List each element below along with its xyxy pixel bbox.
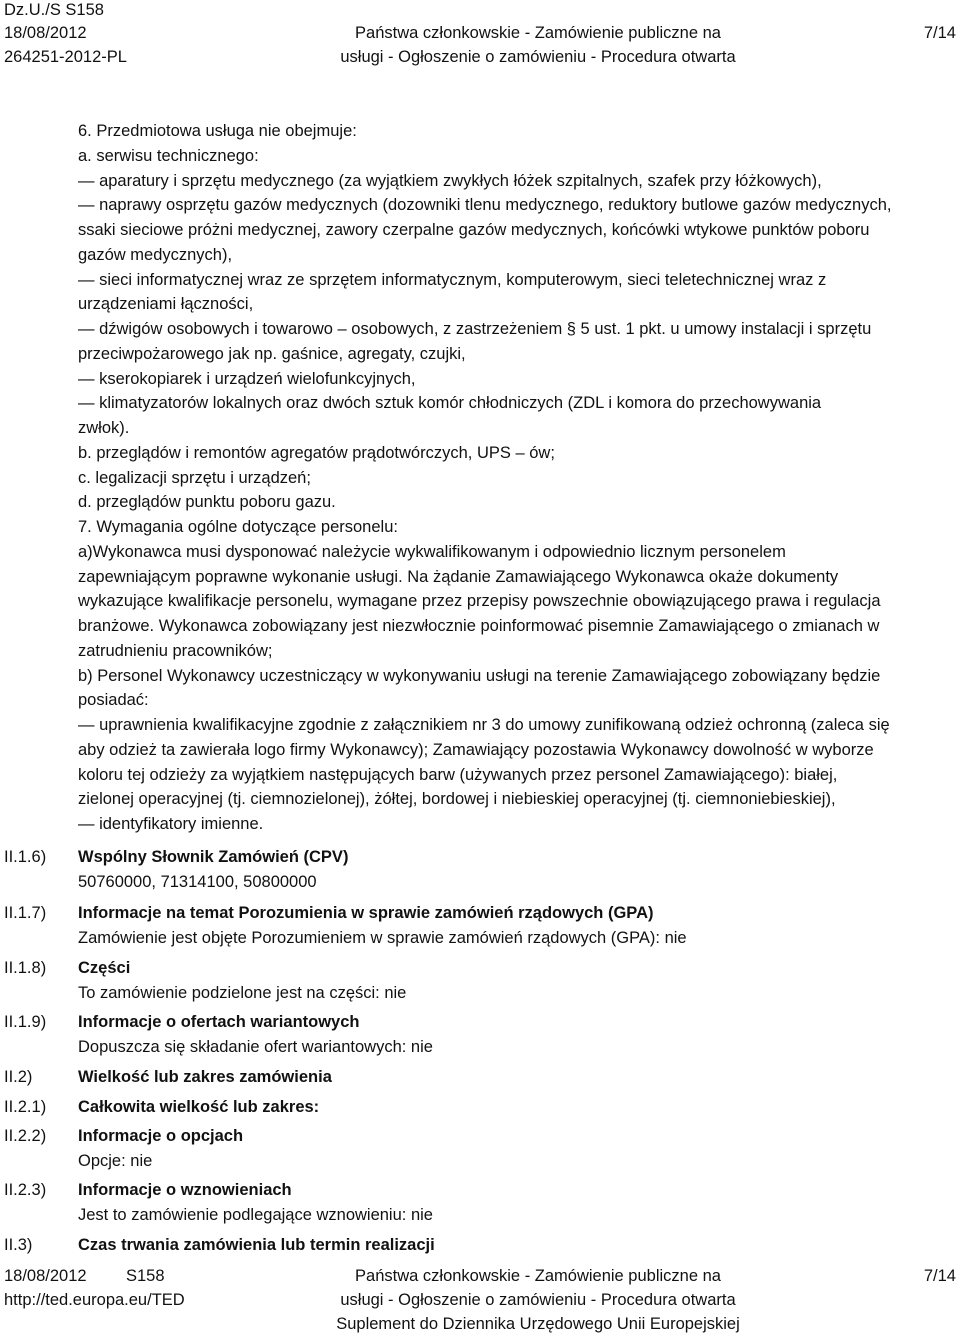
journal-ref: Dz.U./S S158 <box>4 1 104 19</box>
header-title-line1: Państwa członkowskie - Zamówienie publiczne na <box>355 24 721 42</box>
section-title: Informacje o ofertach wariantowych <box>78 1013 360 1031</box>
section-block <box>78 1065 956 1090</box>
notice-id: 264251-2012-PL <box>4 48 127 66</box>
body-line: 6. Przedmiotowa usługa nie obejmuje: <box>78 122 357 140</box>
body-line: — sieci informatycznej wraz ze sprzętem informatycznym, komputerowym, sieci teletechnicznej wraz z <box>78 270 827 289</box>
section-block <box>78 1124 956 1174</box>
body-line: — dźwigów osobowych i towarowo – osobowych, z zastrzeżeniem § 5 ust. 1 pkt. u umowy instalacji i sprzętu <box>78 320 872 338</box>
body-line: 7. Wymagania ogólne dotyczące personelu: <box>78 518 398 536</box>
section-title: Wielkość lub zakres zamówienia <box>78 1068 332 1086</box>
footer-date: 18/08/2012 <box>4 1267 87 1285</box>
body-line: — naprawy osprzętu gazów medycznych (dozowniki tlenu medycznego, reduktory butlowe gazów medycznych, <box>78 196 892 215</box>
body-line: ssaki sieciowe próżni medycznej, zawory czerpalne gazów medycznych, końcówki wtykowe punktów poboru <box>78 221 870 239</box>
section-code: II.2) <box>4 1068 33 1086</box>
section-code: II.1.8) <box>4 959 47 977</box>
footer-title-line3: Suplement do Dziennika Urzędowego Unii Europejskiej <box>336 1315 740 1333</box>
section-text: Opcje: nie <box>78 1151 153 1170</box>
body-line: — aparatury i sprzętu medycznego (za wyjątkiem zwykłych łóżek szpitalnych, szafek przy łóżkowych), <box>78 171 822 190</box>
body-line: d. przeglądów punktu poboru gazu. <box>78 493 336 512</box>
body-line: b) Personel Wykonawcy uczestniczący w wykonywaniu usługi na terenie Zamawiającego zobowiązany będzie <box>78 666 881 685</box>
section-text: To zamówienie podzielone jest na części: nie <box>78 983 407 1002</box>
section-code: II.3) <box>4 1236 33 1254</box>
body-line: a. serwisu technicznego: <box>78 146 259 165</box>
body-line: zielonej operacyjnej (tj. ciemnozielonej), żółtej, bordowej i niebieskiej operacyjnej (tj. ciemnoniebieskiej), <box>78 790 836 809</box>
header-page-number: 7/14 <box>923 24 956 42</box>
section-title: Czas trwania zamówienia lub termin realizacji <box>78 1236 435 1254</box>
section-block <box>78 1095 956 1120</box>
body-line: — kserokopiarek i urządzeń wielofunkcyjnych, <box>78 369 416 388</box>
section-block <box>78 901 956 951</box>
body-line: aby odzież ta zawierała logo firmy Wykonawcy); Zamawiający pozostawia Wykonawcy dowolność w wyborze <box>78 740 874 759</box>
section-code: II.2.1) <box>4 1098 47 1116</box>
section-text: Zamówienie jest objęte Porozumieniem w sprawie zamówień rządowych (GPA): nie <box>78 928 687 947</box>
body-line: zatrudnieniu pracowników; <box>78 641 273 660</box>
section-title: Wspólny Słownik Zamówień (CPV) <box>78 848 349 866</box>
body-line: c. legalizacji sprzętu i urządzeń; <box>78 468 311 487</box>
body-line: — identyfikatory imienne. <box>78 815 264 833</box>
footer-title-line1: Państwa członkowskie - Zamówienie publiczne na <box>355 1267 721 1285</box>
body-line: urządzeniami łączności, <box>78 295 254 314</box>
footer-page-number: 7/14 <box>923 1267 956 1285</box>
header-date: 18/08/2012 <box>4 24 87 42</box>
body-line: — uprawnienia kwalifikacyjne zgodnie z załącznikiem nr 3 do umowy zunifikowaną odzież ochronną (zaleca się <box>78 716 890 734</box>
section-text: 50760000, 71314100, 50800000 <box>78 872 317 891</box>
body-line: gazów medycznych), <box>78 245 233 264</box>
section-title: Informacje na temat Porozumienia w sprawie zamówień rządowych (GPA) <box>78 904 654 922</box>
section-text: Dopuszcza się składanie ofert wariantowych: nie <box>78 1037 433 1056</box>
body-line: posiadać: <box>78 691 149 710</box>
section-code: II.1.7) <box>4 904 47 922</box>
section-block <box>78 1010 956 1060</box>
body-line: przeciwpożarowego jak np. gaśnice, agregaty, czujki, <box>78 344 466 363</box>
section-block <box>78 845 956 895</box>
body-line: zwłok). <box>78 419 130 437</box>
section-code: II.1.9) <box>4 1013 47 1031</box>
footer-series: S158 <box>126 1267 165 1285</box>
section-text: Jest to zamówienie podlegające wznowieniu: nie <box>78 1205 433 1224</box>
section-code: II.2.2) <box>4 1127 47 1145</box>
section-block <box>78 956 956 1006</box>
section-title: Części <box>78 959 131 977</box>
body-line: koloru tej odzieży za wyjątkiem następujących barw (używanych przez personel Zamawiającego): białej, <box>78 765 838 784</box>
header-title-line2: usługi - Ogłoszenie o zamówieniu - Procedura otwarta <box>340 48 736 66</box>
body-line: branżowe. Wykonawca zobowiązany jest niezwłocznie poinformować pisemnie Zamawiającego o zmianach w <box>78 617 880 635</box>
footer-url[interactable]: http://ted.europa.eu/TED <box>4 1291 185 1309</box>
section-block <box>78 1178 956 1228</box>
section-block <box>78 1233 956 1258</box>
body-line: wykazujące kwalifikacje personelu, wymagane przez przepisy powszechnie obowiązującego prawa i regulacja <box>78 592 881 611</box>
body-line: — klimatyzatorów lokalnych oraz dwóch sztuk komór chłodniczych (ZDL i komora do przechowywania <box>78 394 822 413</box>
body-line: a)Wykonawca musi dysponować należycie wykwalifikowanym i odpowiednio licznym personelem <box>78 542 786 561</box>
body-line: zapewniającym poprawne wykonanie usługi. Na żądanie Zamawiającego Wykonawca okaże dokumenty <box>78 567 839 586</box>
section-code: II.2.3) <box>4 1181 47 1199</box>
section-title: Informacje o opcjach <box>78 1127 244 1145</box>
section-title: Całkowita wielkość lub zakres: <box>78 1098 320 1116</box>
section-title: Informacje o wznowieniach <box>78 1181 292 1199</box>
section-code: II.1.6) <box>4 848 47 866</box>
main-body <box>78 119 956 837</box>
footer-title-line2: usługi - Ogłoszenie o zamówieniu - Procedura otwarta <box>340 1291 736 1309</box>
body-line: b. przeglądów i remontów agregatów prądotwórczych, UPS – ów; <box>78 443 555 462</box>
